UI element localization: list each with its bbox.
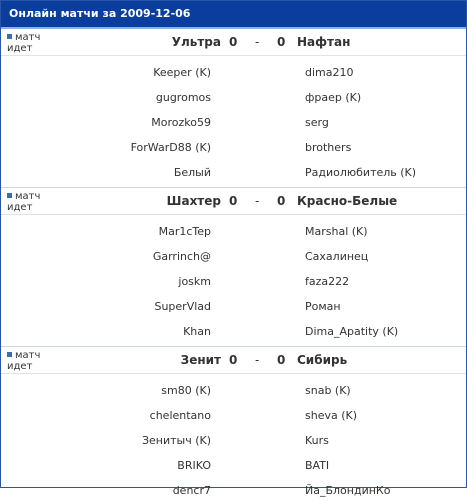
home-player-link[interactable]: Mar1cTep	[158, 225, 211, 238]
match-status-label: матч идет	[7, 32, 41, 54]
player-row	[1, 453, 466, 478]
home-player-link[interactable]: Зенитыч (K)	[141, 434, 211, 447]
home-player-link[interactable]: ForWarD88 (K)	[130, 141, 211, 154]
player-row	[1, 403, 466, 428]
away-player-link[interactable]: Dima_Apatity (K)	[305, 325, 399, 338]
away-player-link[interactable]: sheva (K)	[305, 409, 358, 422]
home-player-link[interactable]: SuperVlad	[154, 300, 211, 313]
player-row	[1, 219, 466, 244]
home-team-link[interactable]: Ультра	[171, 35, 221, 49]
players-list	[1, 56, 466, 185]
player-row	[1, 244, 466, 269]
player-row	[1, 85, 466, 110]
player-row	[1, 428, 466, 453]
away-player-link[interactable]: dima210	[305, 66, 354, 79]
players-list	[1, 374, 466, 503]
match-score	[1, 188, 466, 214]
home-player-link[interactable]: gugromos	[155, 91, 211, 104]
player-row	[1, 160, 466, 185]
away-player-link[interactable]: snab (K)	[305, 384, 351, 397]
match-score	[1, 29, 466, 55]
match-header	[1, 29, 466, 56]
home-player-link[interactable]: chelentano	[149, 409, 211, 422]
score-dash: -	[255, 194, 260, 208]
home-player-link[interactable]: Белый	[173, 166, 211, 179]
match-score	[1, 347, 466, 373]
away-player-link[interactable]: serg	[305, 116, 329, 129]
match-status-label: матч идет	[7, 191, 41, 213]
away-player-link[interactable]: Радиолюбитель (K)	[305, 166, 417, 179]
home-player-link[interactable]: sm80 (K)	[161, 384, 211, 397]
away-goals: 0	[277, 35, 286, 49]
player-row	[1, 60, 466, 85]
away-player-link[interactable]: brothers	[305, 141, 352, 154]
matches-list	[1, 29, 466, 503]
away-player-link[interactable]: Kurs	[305, 434, 329, 447]
player-row	[1, 135, 466, 160]
player-row	[1, 319, 466, 344]
away-player-link[interactable]: Роман	[305, 300, 341, 313]
player-row	[1, 110, 466, 135]
match-header	[1, 188, 466, 215]
match-block	[1, 188, 466, 347]
match-status-label: матч идет	[7, 350, 41, 372]
home-player-link[interactable]: Garrinch@	[152, 250, 211, 263]
home-goals: 0	[229, 194, 238, 208]
away-player-link[interactable]: BATI	[305, 459, 330, 472]
player-row	[1, 378, 466, 403]
home-team-link[interactable]: Шахтер	[166, 194, 221, 208]
home-player-link[interactable]: dencr7	[172, 484, 211, 497]
match-block	[1, 347, 466, 503]
panel-header: Онлайн матчи за 2009-12-06	[1, 1, 466, 29]
away-team-link[interactable]: Красно-Белые	[297, 194, 398, 208]
away-goals: 0	[277, 353, 286, 367]
home-goals: 0	[229, 35, 238, 49]
away-player-link[interactable]: faza222	[305, 275, 350, 288]
match-block	[1, 29, 466, 188]
away-player-link[interactable]: фраер (K)	[305, 91, 362, 104]
player-row	[1, 294, 466, 319]
home-player-link[interactable]: Keeper (K)	[153, 66, 211, 79]
away-goals: 0	[277, 194, 286, 208]
home-player-link[interactable]: Morozko59	[151, 116, 211, 129]
away-player-link[interactable]: Сахалинец	[305, 250, 369, 263]
players-list	[1, 215, 466, 344]
player-row	[1, 478, 466, 503]
player-row	[1, 269, 466, 294]
match-header	[1, 347, 466, 374]
home-player-link[interactable]: Khan	[183, 325, 211, 338]
away-team-link[interactable]: Нафтан	[297, 35, 351, 49]
home-player-link[interactable]: BRIKO	[177, 459, 211, 472]
home-goals: 0	[229, 353, 238, 367]
home-player-link[interactable]: joskm	[178, 275, 211, 288]
away-team-link[interactable]: Сибирь	[297, 353, 348, 367]
away-player-link[interactable]: Йа_БлондинКо	[305, 484, 391, 497]
away-player-link[interactable]: Marshal (K)	[305, 225, 368, 238]
score-dash: -	[255, 353, 260, 367]
score-dash: -	[255, 35, 260, 49]
home-team-link[interactable]: Зенит	[180, 353, 221, 367]
